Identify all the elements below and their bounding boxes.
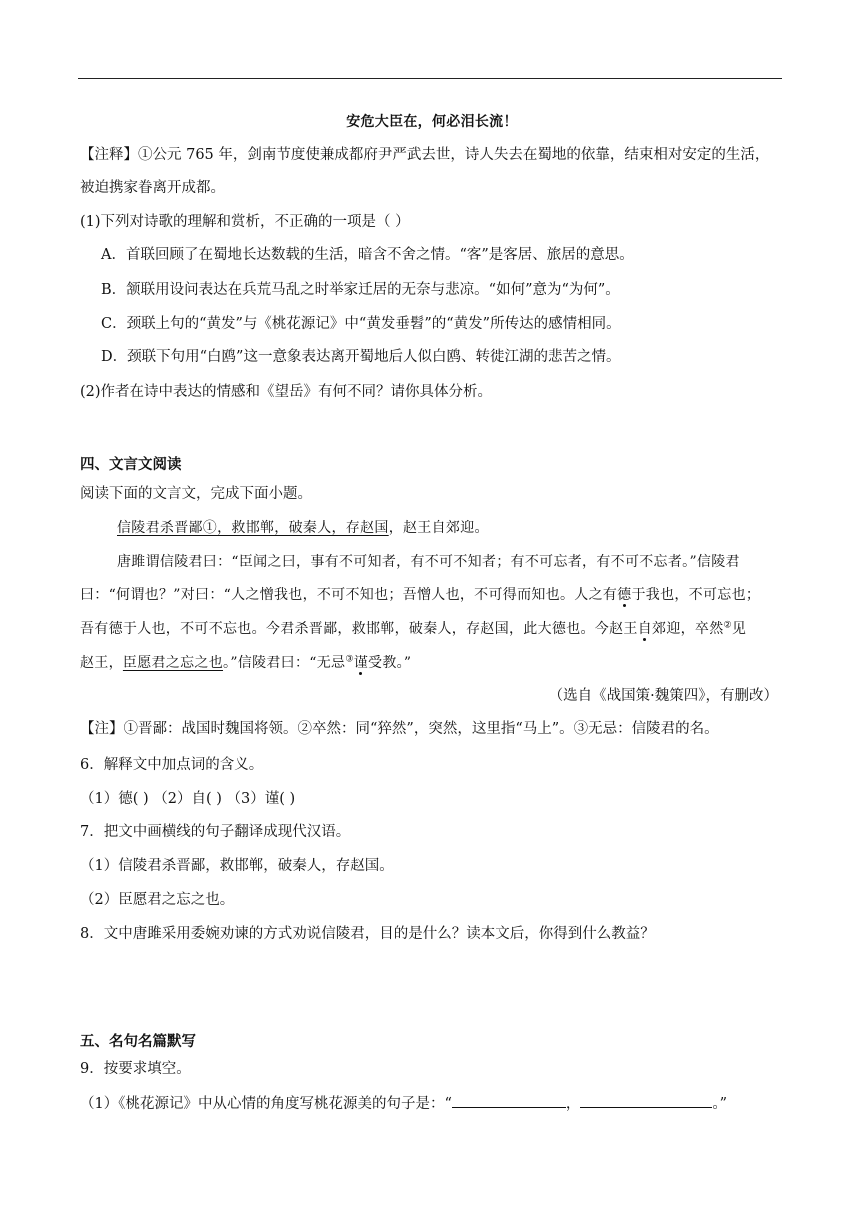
passage-text: 受教。” xyxy=(368,655,412,671)
question-9-1-separator: ， xyxy=(565,1096,581,1112)
option-d: D．颈联下句用“白鸥”这一意象表达离开蜀地后人似白鸥、转徙江湖的悲苦之情。 xyxy=(101,349,621,365)
question-7: 7．把文中画横线的句子翻译成现代汉语。 xyxy=(80,824,351,840)
poem-note-line2: 被迫携家眷离开成都。 xyxy=(80,180,225,196)
passage-source: （选自《战国策·魏策四》，有删改） xyxy=(548,688,778,704)
fill-blank-1[interactable] xyxy=(452,1093,566,1108)
underlined-sentence-2: 臣愿君之忘之也 xyxy=(122,655,224,671)
footnote-mark-3: ③ xyxy=(345,654,354,665)
passage-paragraph-1 xyxy=(117,518,821,538)
question-1-stem: (1)下列对诗歌的理解和赏析，不正确的一项是（ ） xyxy=(80,214,410,230)
dotted-word-de: 德 xyxy=(617,587,632,603)
passage-text: 曰：“何谓也？”对曰：“人之憎我也，不可不知也；吾憎人也，不可得而知也。人之有 xyxy=(80,587,618,603)
passage-text: 于我也，不可忘也； xyxy=(631,587,761,603)
dotted-word-jin: 谨 xyxy=(353,655,369,671)
fill-blank-2[interactable] xyxy=(580,1093,712,1108)
passage-footnotes: 【注】①晋鄙：战国时魏国将领。②卒然：同“猝然”，突然，这里指“马上”。③无忌：信陵君的名。 xyxy=(80,721,719,737)
passage-p2-line3 xyxy=(80,619,784,639)
passage-text: 。”信陵君曰：“无忌 xyxy=(223,655,346,671)
option-b: B．颔联用设问表达在兵荒马乱之时举家迁居的无奈与悲凉。“如何”意为“为何”。 xyxy=(101,282,620,298)
dotted-word-zi: 自 xyxy=(637,621,653,637)
question-8: 8．文中唐雎采用委婉劝谏的方式劝说信陵君，目的是什么？读本文后，你得到什么教益？ xyxy=(80,926,655,942)
question-2: (2)作者在诗中表达的情感和《望岳》有何不同？请你具体分析。 xyxy=(80,384,493,400)
section-4-title: 四、文言文阅读 xyxy=(80,456,182,473)
passage-p2-line2 xyxy=(80,585,784,605)
section-5-title: 五、名句名篇默写 xyxy=(80,1033,196,1050)
passage-text: 见 xyxy=(731,621,747,637)
question-9-1-text: （1）《桃花源记》中从心情的角度写桃花源美的句子是：“ xyxy=(80,1096,452,1112)
question-6-items: （1）德( ) （2）自( ) （3）谨( ) xyxy=(80,791,296,807)
footnote-mark-2: ② xyxy=(723,620,732,631)
section-4-instruction: 阅读下面的文言文，完成下面小题。 xyxy=(80,486,312,502)
poem-last-line: 安危大臣在，何必泪长流！ xyxy=(346,114,518,130)
question-9-1-end: 。” xyxy=(712,1096,728,1112)
question-9-1 xyxy=(80,1093,784,1114)
underlined-sentence-1: 信陵君杀晋鄙①，救邯郸，破秦人，存赵国 xyxy=(117,520,389,536)
question-9: 9．按要求填空。 xyxy=(80,1061,191,1077)
header-rule xyxy=(78,78,782,79)
poem-note-line1: 【注释】①公元 765 年，剑南节度使兼成都府尹严武去世，诗人失去在蜀地的依靠，结束相对安定的生活， xyxy=(80,147,770,163)
option-c: C．颈联上句的“黄发”与《桃花源记》中“黄发垂髫”的“黄发”所传达的感情相同。 xyxy=(101,316,621,332)
passage-text: 郊迎，卒然 xyxy=(652,621,724,637)
passage-p2-line1: 唐雎谓信陵君曰：“臣闻之曰，事有不可知者，有不可不知者；有不可忘者，有不可不忘者。”信陵君 xyxy=(117,554,740,570)
question-6: 6．解释文中加点词的含义。 xyxy=(80,757,264,773)
passage-p2-line4 xyxy=(80,653,784,673)
passage-p1-rest: ，赵王自郊迎。 xyxy=(388,520,489,536)
passage-text: 赵王， xyxy=(80,655,123,671)
question-7-item-2: （2）臣愿君之忘之也。 xyxy=(80,892,235,908)
question-7-item-1: （1）信陵君杀晋鄙，救邯郸，破秦人，存赵国。 xyxy=(80,858,394,874)
option-a: A．首联回顾了在蜀地长达数载的生活，暗含不舍之情。“客”是客居、旅居的意思。 xyxy=(101,247,634,263)
passage-text: 吾有德于人也，不可不忘也。今君杀晋鄙，救邯郸，破秦人，存赵国，此大德也。今赵王 xyxy=(80,621,638,637)
